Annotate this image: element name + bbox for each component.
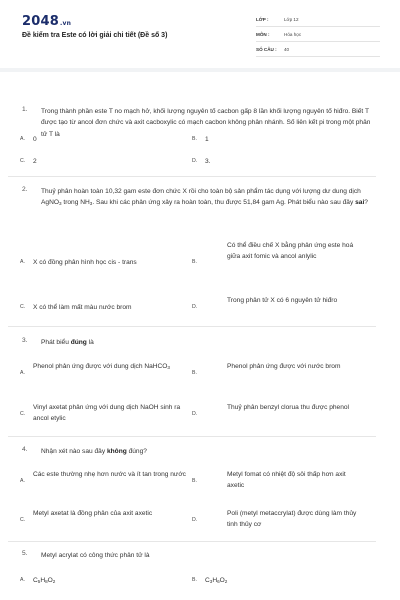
option-4d[interactable]: [192, 508, 360, 532]
option-2a[interactable]: [20, 257, 190, 269]
question-divider: [8, 436, 376, 437]
question-text-part: Nhận xét nào sau đây: [41, 448, 107, 455]
option-label: B.: [192, 577, 197, 583]
meta-count: [256, 46, 380, 57]
option-label: D.: [192, 411, 198, 417]
logo-suffix: .vn: [59, 20, 72, 27]
option-text: Trong phân tử X có 6 nguyên tử hiđro: [227, 297, 338, 304]
option-2b[interactable]: [192, 240, 360, 276]
option-text-part: Phenol phản ứng được với dung dịch NaHCO: [33, 363, 168, 370]
option-label: A.: [20, 136, 25, 142]
option-text: Vinyl axetat phản ứng với dung dịch NaOH sinh ra ancol etylic: [33, 404, 181, 423]
question-number: 4.: [22, 446, 28, 453]
option-label: A.: [20, 577, 25, 583]
option-text: X có thể làm mất màu nước brom: [33, 304, 132, 311]
subscript: 3: [167, 365, 170, 370]
question-divider: [8, 541, 376, 542]
option-1d[interactable]: [192, 156, 360, 168]
option-3d[interactable]: [192, 402, 360, 426]
question-text: Trong thành phần este T no mạch hở, khối lượng nguyên tố cacbon gấp 8 lần khối lượng nguyên tố hiđro. Biết T được tạo từ ancol đơn chức và axit cacboxylic có mạch cacbon không phân nhánh. Số liên kết pi trong một phân tử T là: [41, 108, 371, 138]
option-label: D.: [192, 517, 198, 523]
option-text: 2: [33, 158, 37, 165]
option-4a[interactable]: [20, 469, 190, 493]
subscript: 2: [224, 579, 228, 584]
option-text: Metyl fomat có nhiệt độ sôi thấp hơn axit axetic: [227, 471, 346, 490]
question-text-part: Phát biểu: [41, 339, 71, 346]
question-number: 5.: [22, 550, 28, 557]
option-2c[interactable]: [20, 302, 190, 314]
option-3c[interactable]: [20, 402, 190, 426]
option-label: B.: [192, 136, 197, 142]
option-label: C.: [20, 304, 26, 310]
emphasis: không: [106, 448, 127, 455]
option-text: 3.: [205, 158, 211, 165]
question-text-part: đúng?: [126, 448, 147, 455]
question-text-part: Thuỷ phân hoàn toàn 10,32 gam este đơn chức X rồi cho toàn bộ sản phẩm tác dụng với lượng dư dung dịch AgNO: [41, 188, 361, 207]
subscript: 3: [209, 579, 213, 584]
subscript: 3: [58, 201, 62, 207]
subscript: 8: [45, 579, 48, 584]
formula-part: H: [40, 577, 46, 584]
question-divider: [8, 176, 376, 177]
option-text: Phenol phản ứng được với nước brom: [227, 363, 341, 370]
option-label: C.: [20, 517, 26, 523]
question-number: 2.: [22, 186, 28, 193]
option-text: Các este thường nhẹ hơn nước và ít tan trong nước: [33, 471, 186, 478]
question-text: [41, 446, 376, 457]
option-label: C.: [20, 411, 26, 417]
option-2d[interactable]: [192, 295, 360, 319]
option-text: 0: [33, 136, 37, 143]
option-label: A.: [20, 370, 25, 376]
header-divider: [0, 68, 400, 72]
emphasis: sai: [355, 199, 365, 207]
page-header: [0, 0, 400, 68]
option-text: Thuỷ phân benzyl clorua thu được phenol: [227, 404, 350, 411]
option-text: Poli (metyl metaccrylat) được dùng làm thủy tinh thủy cơ: [227, 510, 357, 529]
meta-count-label: SỐ CÂU :: [256, 47, 277, 52]
option-label: D.: [192, 304, 198, 310]
meta-subject-value: Hóa học: [284, 32, 302, 37]
question-text: Metyl acrylat có công thức phân tử là: [41, 552, 150, 559]
page-title: Đề kiểm tra Este có lời giải chi tiết (Đề số 3): [22, 32, 168, 39]
option-label: B.: [192, 478, 197, 484]
option-label: B.: [192, 370, 197, 376]
option-3b[interactable]: [192, 361, 360, 385]
question-text: [41, 186, 376, 210]
option-5b[interactable]: [192, 575, 360, 587]
emphasis: đúng: [70, 339, 87, 346]
question-text-part: ?: [364, 199, 368, 207]
meta-count-value: 40: [284, 47, 290, 52]
formula-part: H: [212, 577, 218, 584]
formula-part: O: [47, 577, 53, 584]
meta-class-label: LỚP :: [256, 17, 269, 22]
formula-part: C: [205, 577, 210, 584]
option-text: Metyl axetat là đồng phân của axit axetic: [33, 510, 153, 517]
subscript: 5: [37, 579, 41, 584]
option-4b[interactable]: [192, 469, 360, 493]
option-text: X có đồng phân hình học cis - trans: [33, 259, 137, 266]
option-label: B.: [192, 259, 197, 265]
meta-class: [256, 16, 380, 27]
question-5: [18, 550, 382, 562]
option-label: C.: [20, 158, 26, 164]
meta-subject-label: MÔN :: [256, 32, 270, 37]
option-label: A.: [20, 259, 25, 265]
subscript: 2: [52, 579, 56, 584]
option-1b[interactable]: [192, 134, 360, 146]
option-formula: [205, 575, 360, 587]
subscript: 3: [89, 201, 93, 207]
option-label: A.: [20, 478, 25, 484]
logo-main: 2048: [22, 14, 59, 29]
formula-part: O: [219, 577, 225, 584]
option-5a[interactable]: [20, 575, 190, 587]
option-text: Có thể điều chế X bằng phản ứng este hoá giữa axit fomic và ancol anlylic: [227, 242, 354, 261]
option-1a[interactable]: [20, 134, 190, 146]
meta-class-value: Lớp 12: [284, 17, 299, 22]
question-text-part: . Sau khi các phản ứng xảy ra hoàn toàn, thu được 51,84 gam Ag. Phát biểu nào sau đây: [92, 199, 356, 207]
option-label: D.: [192, 158, 198, 164]
option-1c[interactable]: [20, 156, 190, 168]
option-text: 1: [205, 136, 209, 143]
question-divider: [8, 326, 376, 327]
question-text-part: là: [86, 339, 94, 346]
question-2: [18, 186, 382, 226]
option-formula: [33, 575, 190, 587]
option-4c[interactable]: [20, 508, 190, 532]
meta-subject: [256, 31, 380, 42]
option-3a[interactable]: [20, 361, 190, 385]
subscript: 6: [217, 579, 220, 584]
formula-part: C: [33, 577, 38, 584]
question-number: 1.: [22, 106, 28, 113]
question-text: [41, 337, 376, 348]
question-number: 3.: [22, 337, 28, 344]
question-4: [18, 446, 382, 458]
site-logo[interactable]: [22, 14, 71, 29]
question-3: [18, 337, 382, 349]
option-text: [33, 361, 190, 373]
question-text-part: trong NH: [61, 199, 90, 207]
